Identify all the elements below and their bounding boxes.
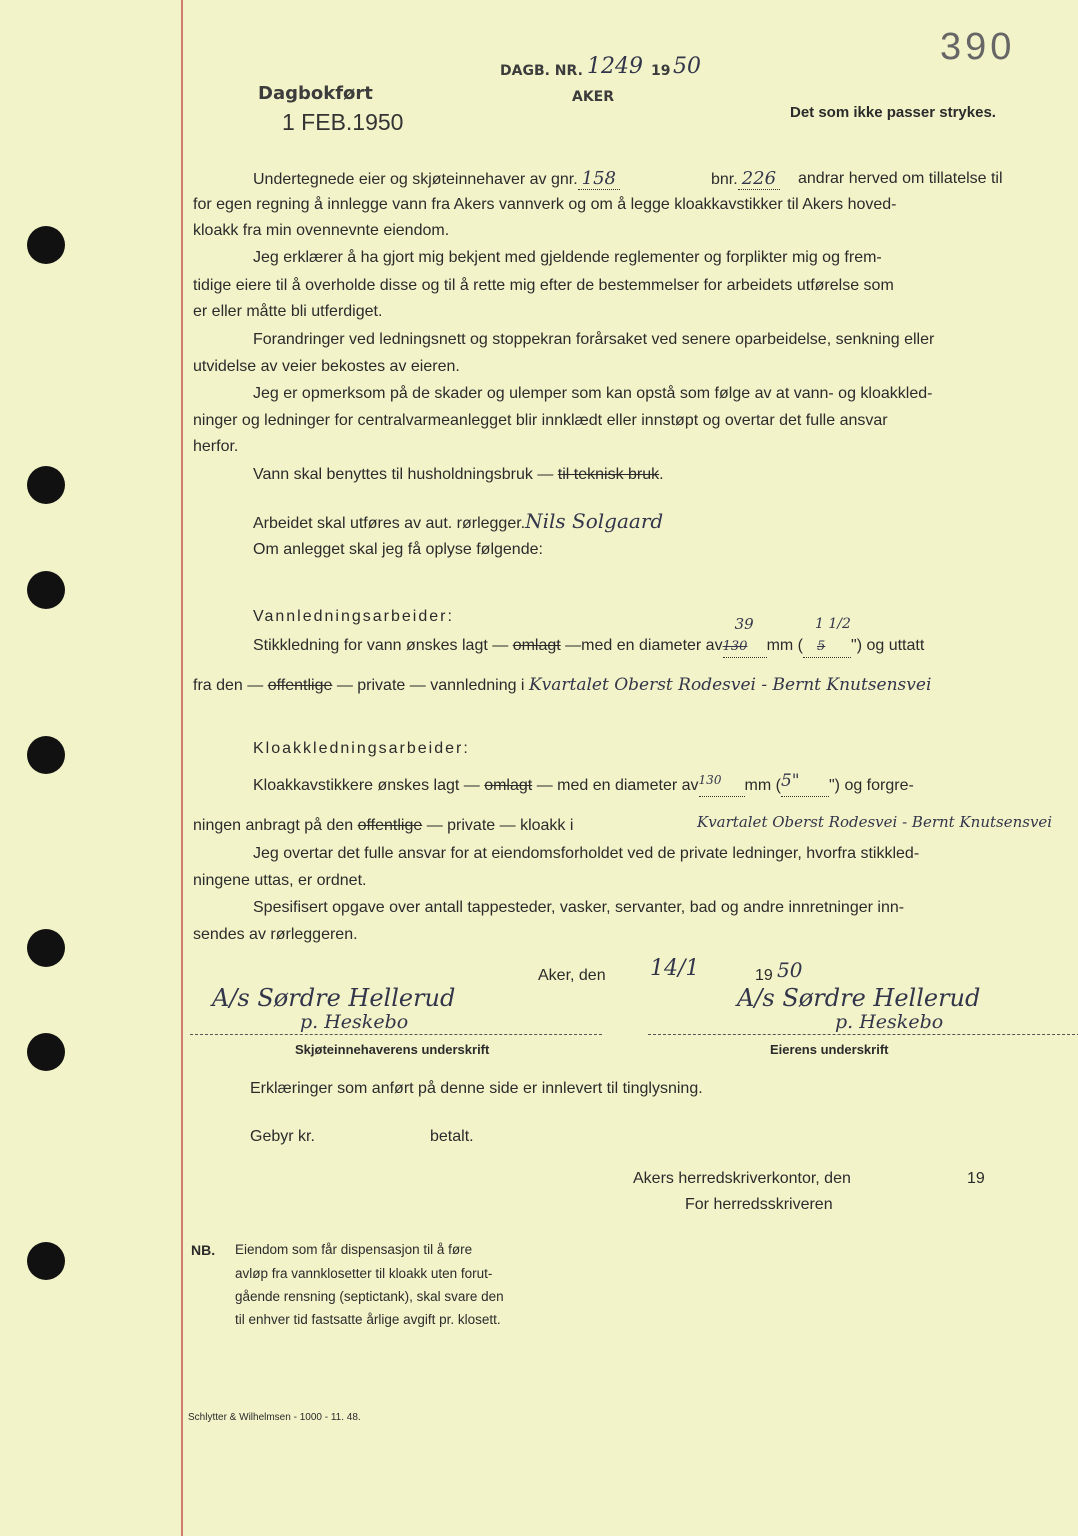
stamp-date: 1 FEB.1950 bbox=[282, 109, 404, 135]
sewer-line-4: ningene uttas, er ordnet. bbox=[193, 872, 367, 889]
water-text: — private — vannledning i bbox=[336, 677, 525, 694]
intro-text: Undertegnede eier og skjøteinnehaver av gnr. bbox=[253, 171, 578, 188]
p3-line-3: herfor. bbox=[193, 438, 239, 455]
sewer-location: Kvartalet Oberst Rodesvei - Bernt Knutsensvei bbox=[697, 813, 1053, 831]
water-location: Kvartalet Oberst Rodesvei - Bernt Knutsensvei bbox=[528, 675, 932, 695]
office-line: Akers herredskriverkontor, den bbox=[633, 1170, 851, 1187]
p6-line: Om anlegget skal jeg få oplyse følgende: bbox=[253, 541, 543, 558]
p3-line-2: ninger og ledninger for centralvarmeanlegget blir innklædt eller innstøpt og overtar det fulle ansvar bbox=[193, 412, 888, 429]
water-diameter-inch-original: 5 bbox=[817, 639, 826, 654]
intro-text: bnr. bbox=[711, 171, 738, 188]
p1-line-2: tidige eiere til å overholde disse og til å rette mig efter de bestemmelser for arbeidets utførelse som bbox=[193, 277, 894, 294]
nb-line-2: avløp fra vannklosetter til kloakk uten forut- bbox=[235, 1266, 493, 1281]
intro-line-1b bbox=[711, 169, 780, 190]
sewer-struck-text: omlagt bbox=[484, 777, 533, 794]
water-struck-text: offentlige bbox=[267, 677, 333, 694]
holder-signature-line-2: p. Heskebo bbox=[835, 1011, 944, 1033]
intro-line-1 bbox=[253, 169, 620, 190]
intro-line-2: for egen regning å innlegge vann fra Akers vannverk og om å legge kloakkavstikker til Akers hoved- bbox=[193, 196, 897, 213]
sign-year: 50 bbox=[777, 958, 803, 982]
punch-hole bbox=[27, 226, 65, 264]
sewer-text: ") og forgre- bbox=[828, 777, 914, 794]
water-struck-text: omlagt bbox=[512, 637, 561, 654]
p4-line bbox=[253, 465, 664, 485]
office-year: 19 bbox=[967, 1170, 985, 1187]
sewer-line-1 bbox=[253, 770, 914, 797]
p4-text: Vann skal benyttes til husholdningsbruk — bbox=[253, 466, 554, 483]
intro-line-1c: andrar herved om tillatelse til bbox=[798, 170, 1003, 187]
punch-hole bbox=[27, 1033, 65, 1071]
dagb-year: 50 bbox=[673, 54, 701, 79]
sewer-line-6: sendes av rørleggeren. bbox=[193, 926, 358, 943]
p4-struck-text: til teknisk bruk bbox=[557, 466, 660, 483]
water-text: —med en diameter av bbox=[565, 637, 723, 654]
margin-rule bbox=[181, 0, 183, 1536]
owner-signature-line-1: A/s Sørdre Hellerud bbox=[212, 984, 456, 1012]
bnr-value: 226 bbox=[738, 168, 780, 190]
sign-date: 14/1 bbox=[650, 956, 700, 981]
page-number: 390 bbox=[940, 26, 1016, 68]
p1-line-3: er eller måtte bli utferdiget. bbox=[193, 303, 383, 320]
sewer-text: ningen anbragt på den bbox=[193, 817, 354, 834]
owner-signature-line-2: p. Heskebo bbox=[300, 1011, 409, 1033]
nb-line-1: Eiendom som får dispensasjon til å føre bbox=[235, 1242, 473, 1257]
sewer-text: Kloakkavstikkere ønskes lagt — bbox=[253, 777, 480, 794]
owner-signature-rule bbox=[190, 1034, 602, 1035]
water-line-2 bbox=[193, 675, 931, 696]
holder-signature-line-1: A/s Sørdre Hellerud bbox=[737, 984, 981, 1012]
p1-line-1: Jeg erklærer å ha gjort mig bekjent med gjeldende reglementer og forplikter mig og frem- bbox=[253, 249, 882, 266]
holder-signature-label: Eierens underskrift bbox=[770, 1042, 889, 1057]
punch-hole bbox=[27, 466, 65, 504]
sewer-line-2: ningen anbragt på den offentlige — private — kloakk i bbox=[193, 817, 574, 834]
aker-label: AKER bbox=[572, 89, 615, 105]
water-heading: Vannledningsarbeider: bbox=[253, 608, 454, 625]
water-diameter-inch-corrected: 1 1/2 bbox=[815, 616, 851, 632]
sewer-heading: Kloakkledningsarbeider: bbox=[253, 740, 470, 757]
sewer-line-3: Jeg overtar det fulle ansvar for at eiendomsforholdet ved de private ledninger, hvorfra stikkled- bbox=[253, 845, 920, 862]
punch-hole bbox=[27, 736, 65, 774]
intro-line-3: kloakk fra min ovennevnte eiendom. bbox=[193, 222, 450, 239]
water-diameter-mm-original: 130 bbox=[722, 639, 748, 654]
nb-line-4: til enhver tid fastsatte årlige avgift pr. klosett. bbox=[235, 1312, 501, 1327]
strike-note: Det som ikke passer strykes. bbox=[790, 104, 996, 121]
gnr-value: 158 bbox=[578, 168, 620, 190]
place-label: Aker, den bbox=[538, 967, 606, 984]
water-diameter-mm bbox=[722, 615, 767, 658]
sewer-diameter-mm bbox=[699, 770, 745, 797]
water-text: ") og uttatt bbox=[851, 637, 925, 654]
water-text: fra den — bbox=[193, 677, 264, 694]
p2-line-1: Forandringer ved ledningsnett og stoppekran forårsaket ved senere oparbeidelse, senkning eller bbox=[253, 331, 935, 348]
declaration: Erklæringer som anført på denne side er innlevert til tinglysning. bbox=[250, 1080, 703, 1097]
holder-signature-rule bbox=[648, 1034, 1078, 1035]
owner-signature-label: Skjøteinnehaverens underskrift bbox=[295, 1042, 490, 1057]
punch-hole bbox=[27, 929, 65, 967]
office-for: For herredsskriveren bbox=[685, 1196, 833, 1213]
p3-line-1: Jeg er opmerksom på de skader og ulemper som kan opstå som følge av at vann- og kloakkled- bbox=[253, 385, 933, 402]
sewer-line-5: Spesifisert opgave over antall tappesteder, vasker, servanter, bad og andre innretninger inn- bbox=[253, 899, 905, 916]
sewer-text: mm ( bbox=[744, 777, 781, 794]
nb-line-3: gående rensning (septictank), skal svare den bbox=[235, 1289, 504, 1304]
fee-label: Gebyr kr. bbox=[250, 1128, 315, 1145]
water-diameter-mm-corrected: 39 bbox=[734, 615, 754, 633]
sewer-diameter-mm-value: 130 bbox=[698, 773, 722, 787]
nb-label: NB. bbox=[191, 1242, 216, 1258]
dagb-label: DAGB. NR. bbox=[500, 63, 583, 79]
stamp-dagbokfort: Dagbokført bbox=[258, 83, 373, 104]
sign-year-prefix: 19 bbox=[755, 967, 773, 984]
sewer-diameter-inch-value: 5" bbox=[780, 771, 800, 791]
water-text: mm ( bbox=[766, 637, 804, 654]
dagb-year-prefix: 19 bbox=[651, 63, 671, 79]
water-text: Stikkledning for vann ønskes lagt — bbox=[253, 637, 509, 654]
p5-line bbox=[253, 511, 663, 534]
sewer-diameter-inch bbox=[781, 771, 829, 797]
fee-paid: betalt. bbox=[430, 1128, 474, 1145]
punch-hole bbox=[27, 1242, 65, 1280]
plumber-name: Nils Solgaard bbox=[525, 509, 664, 533]
water-diameter-inch bbox=[803, 616, 851, 658]
printer-imprint: Schlytter & Wilhelmsen - 1000 - 11. 48. bbox=[188, 1412, 361, 1423]
p4-end: . bbox=[659, 466, 664, 483]
p2-line-2: utvidelse av veier bekostes av eieren. bbox=[193, 358, 460, 375]
sewer-text: — med en diameter av bbox=[536, 777, 699, 794]
punch-hole bbox=[27, 571, 65, 609]
sewer-struck-text: offentlige bbox=[357, 817, 423, 834]
p5-text: Arbeidet skal utføres av aut. rørlegger. bbox=[253, 515, 526, 532]
dagb-number: 1249 bbox=[587, 54, 643, 79]
